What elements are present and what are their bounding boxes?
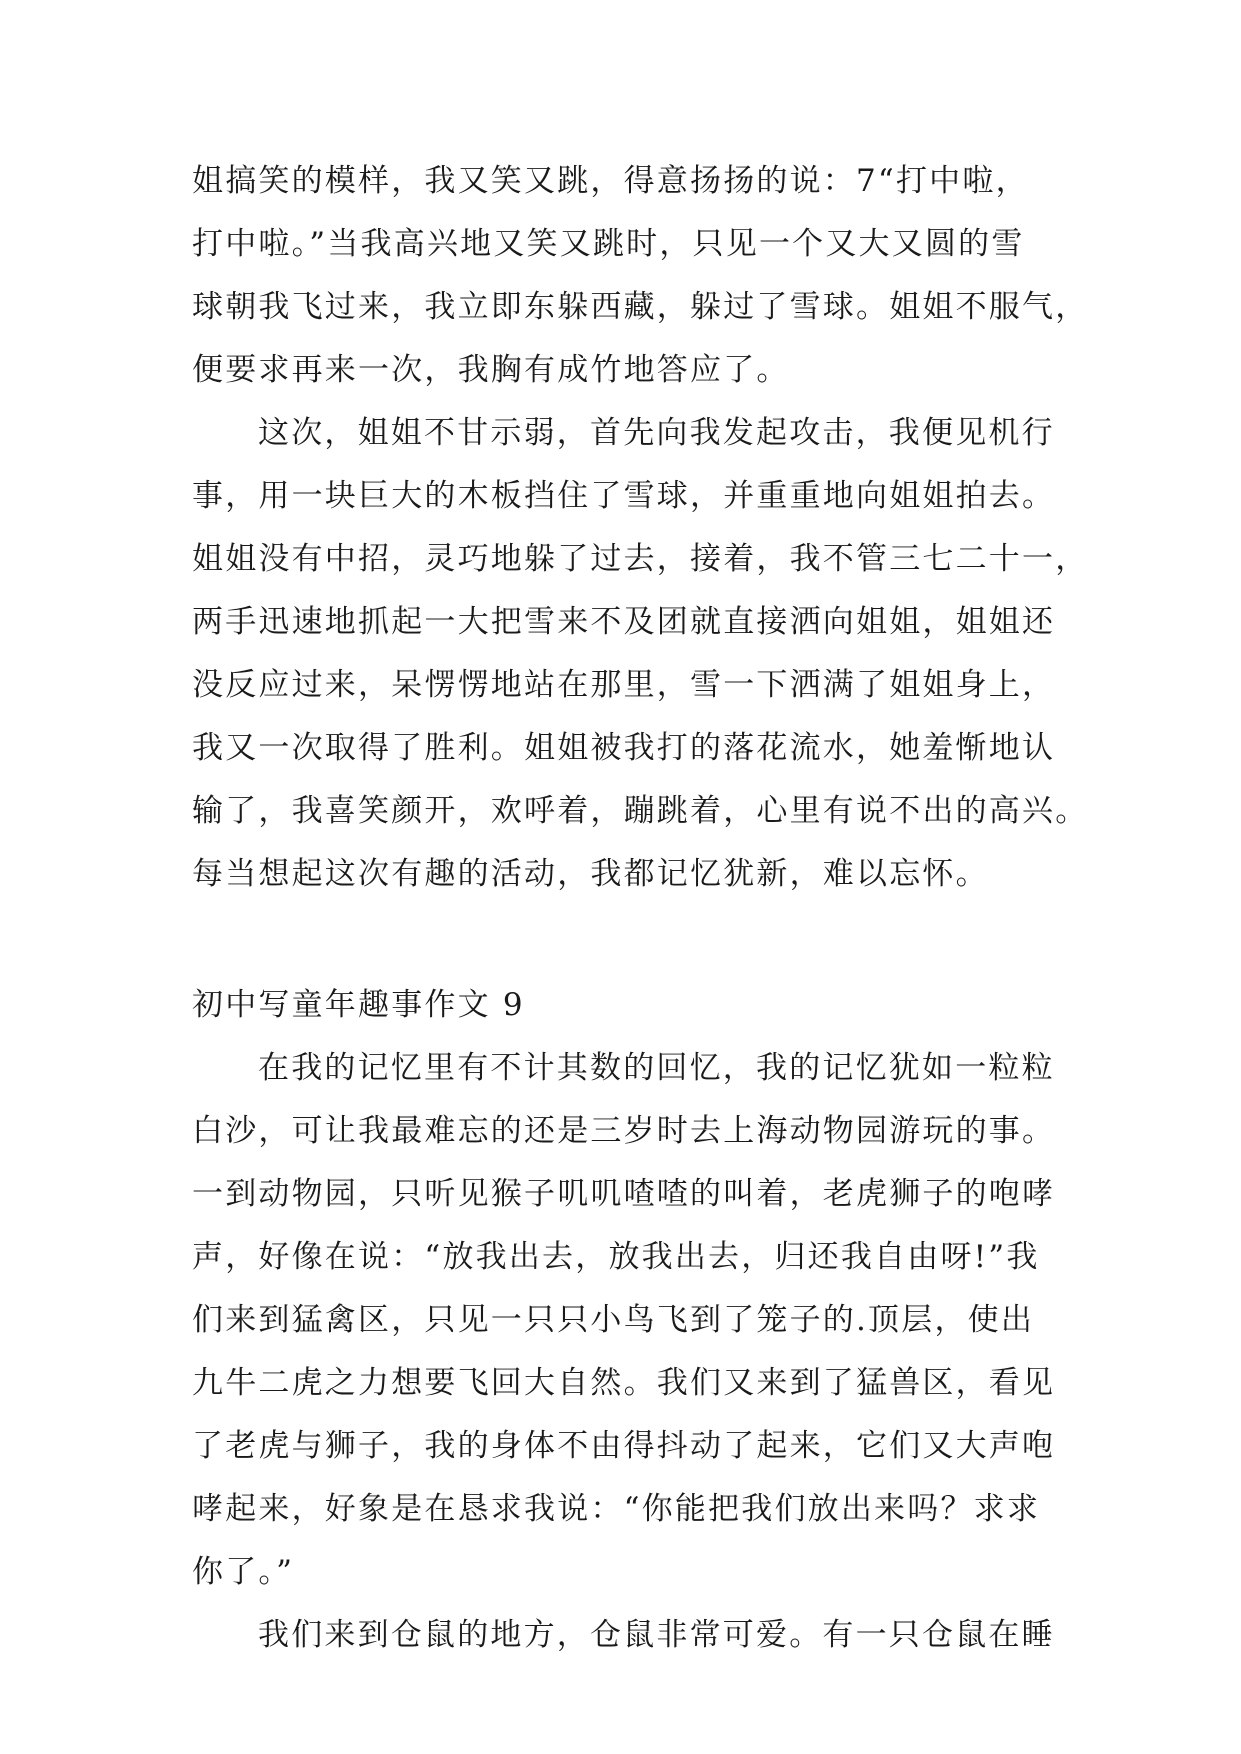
text-line: 你了。” — [192, 1554, 295, 1590]
text-line: 们来到猛禽区，只见一只只小鸟飞到了笼子的.顶层，使出 — [192, 1302, 1035, 1338]
text-line: 球朝我飞过来，我立即东躲西藏，躲过了雪球。姐姐不服气， — [192, 289, 1089, 325]
text-line: 没反应过来，呆愣愣地站在那里，雪一下洒满了姐姐身上， — [192, 667, 1056, 703]
paragraph-snowball-fight-end — [192, 150, 1089, 402]
text-line: 事，用一块巨大的木板挡住了雪球，并重重地向姐姐拍去。 — [192, 478, 1056, 514]
document-body — [192, 150, 1089, 1667]
text-line: 声，好像在说：“放我出去，放我出去，归还我自由呀!”我 — [192, 1239, 1040, 1275]
text-line: 一到动物园，只听见猴子叽叽喳喳的叫着，老虎狮子的咆哮 — [192, 1176, 1056, 1212]
text-line: 每当想起这次有趣的活动，我都记忆犹新，难以忘怀。 — [192, 856, 989, 892]
text-line: 这次，姐姐不甘示弱，首先向我发起攻击，我便见机行 — [258, 415, 1055, 451]
text-line: 姐姐没有中招，灵巧地躲了过去，接着，我不管三七二十一， — [192, 541, 1089, 577]
paragraph-zoo-visit — [192, 1037, 1056, 1604]
section-title: 初中写童年趣事作文 9 — [192, 987, 525, 1023]
text-line: 打中啦。”当我高兴地又笑又跳时，只见一个又大又圆的雪 — [192, 226, 1025, 262]
text-line: 我又一次取得了胜利。姐姐被我打的落花流水，她羞惭地认 — [192, 730, 1056, 766]
text-line: 在我的记忆里有不计其数的回忆，我的记忆犹如一粒粒 — [258, 1050, 1055, 1086]
text-line: 便要求再来一次，我胸有成竹地答应了。 — [192, 352, 790, 388]
text-line: 白沙，可让我最难忘的还是三岁时去上海动物园游玩的事。 — [192, 1113, 1056, 1149]
text-line: 了老虎与狮子，我的身体不由得抖动了起来，它们又大声咆 — [192, 1428, 1056, 1464]
paragraph-second-round — [192, 402, 1089, 906]
text-line: 输了，我喜笑颜开，欢呼着，蹦跳着，心里有说不出的高兴。 — [192, 793, 1089, 829]
text-line: 哮起来，好象是在恳求我说：“你能把我们放出来吗？求求 — [192, 1491, 1041, 1527]
text-line: 九牛二虎之力想要飞回大自然。我们又来到了猛兽区，看见 — [192, 1365, 1056, 1401]
text-line: 姐搞笑的模样，我又笑又跳，得意扬扬的说：7“打中啦， — [192, 163, 1029, 199]
text-line: 我们来到仓鼠的地方，仓鼠非常可爱。有一只仓鼠在睡 — [258, 1617, 1055, 1653]
text-line: 两手迅速地抓起一大把雪来不及团就直接洒向姐姐，姐姐还 — [192, 604, 1056, 640]
paragraph-hamster — [192, 1604, 1055, 1667]
